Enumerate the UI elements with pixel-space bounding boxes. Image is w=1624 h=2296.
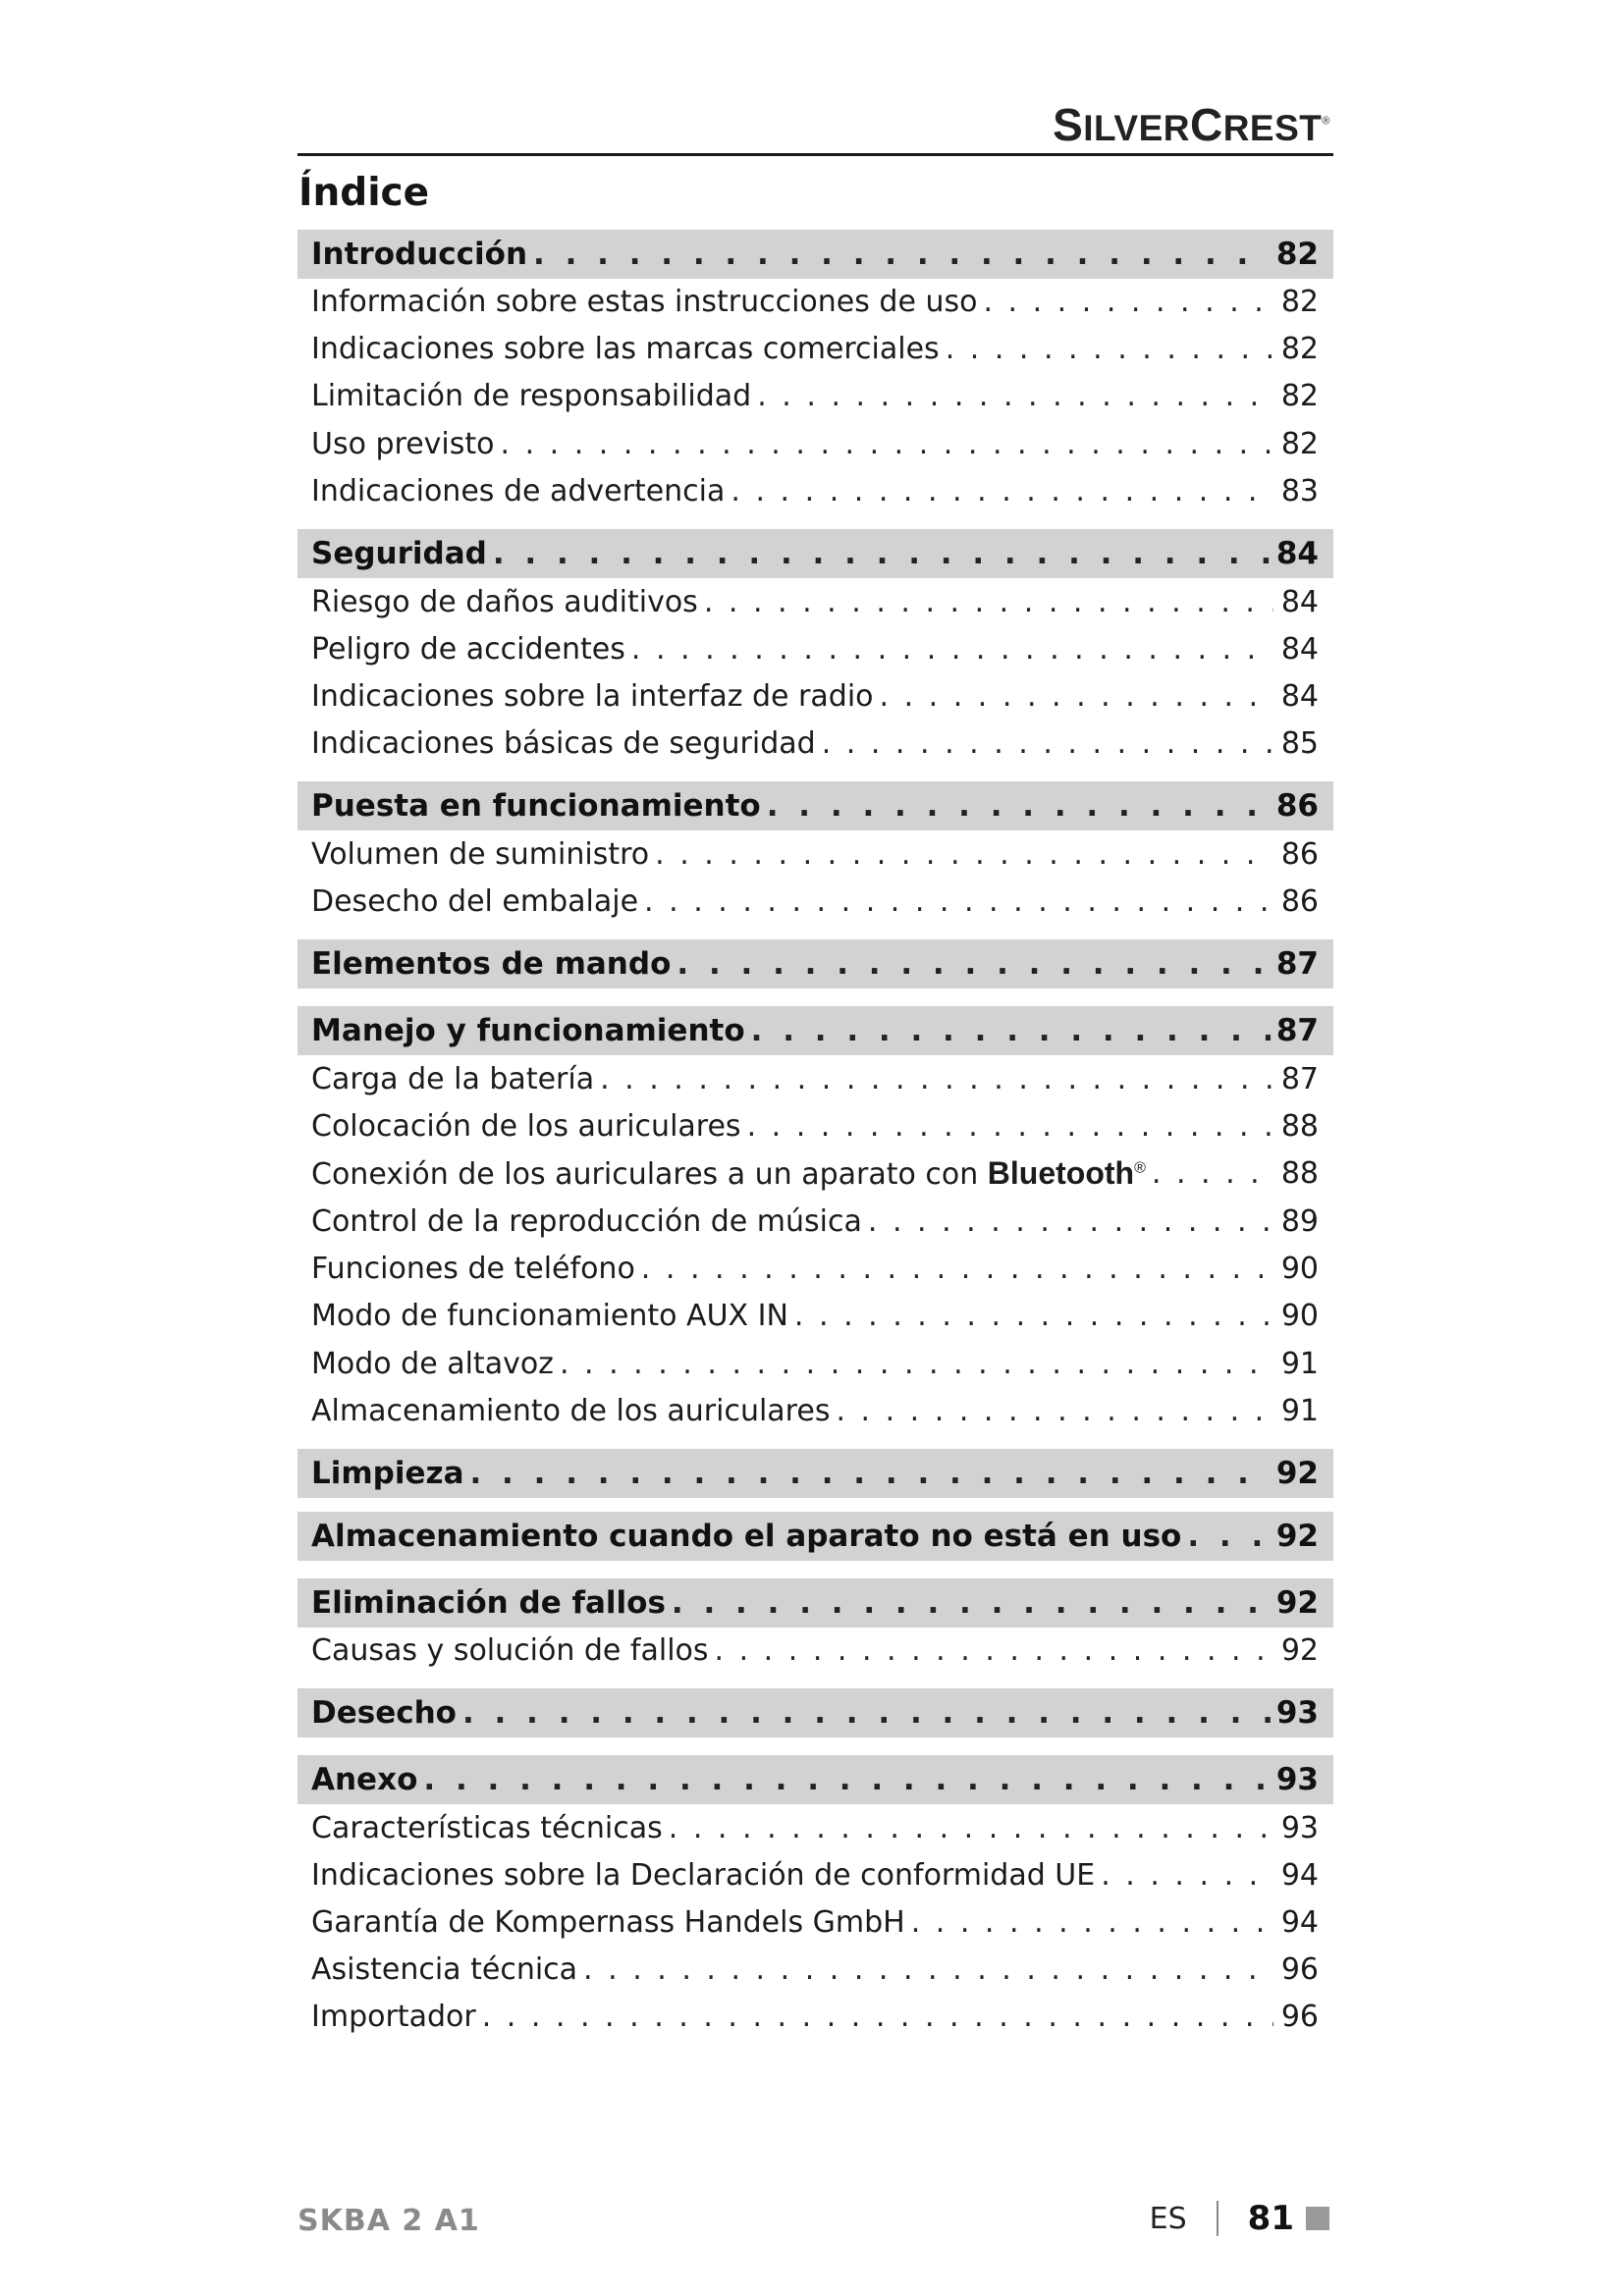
toc-page-number: 82: [1280, 331, 1319, 366]
toc-section[interactable]: [298, 1755, 1333, 1804]
toc-section[interactable]: [298, 1512, 1333, 1561]
toc-entry[interactable]: [298, 1245, 1333, 1292]
toc-entry[interactable]: [298, 720, 1333, 767]
toc-leader-dots: [794, 1299, 1273, 1333]
footer-language: ES: [1149, 2201, 1187, 2236]
toc-page-number: 92: [1280, 1632, 1319, 1668]
toc-leader-dots: [469, 1456, 1270, 1491]
toc-page-number: 96: [1280, 1951, 1319, 1987]
toc-page-number: 83: [1280, 473, 1319, 508]
toc-label: [311, 726, 816, 761]
toc-label-text: Funciones de teléfono: [311, 1251, 635, 1286]
toc-label: [311, 946, 671, 982]
toc-section[interactable]: [298, 1449, 1333, 1498]
toc-page-number: 86: [1275, 788, 1319, 824]
brand-logo: SILVERCREST®: [1053, 99, 1330, 150]
toc-label-text: Introducción: [311, 237, 528, 272]
toc-entry[interactable]: [298, 278, 1333, 325]
toc-leader-dots: [1152, 1156, 1273, 1191]
toc-leader-dots: [493, 536, 1271, 571]
toc-label-text: Anexo: [311, 1762, 418, 1797]
toc-label-text: Eliminación de fallos: [311, 1585, 666, 1621]
toc-page-number: 93: [1275, 1695, 1319, 1731]
toc-entry[interactable]: [298, 1292, 1333, 1339]
toc-leader-dots: [822, 726, 1273, 761]
toc-section[interactable]: [298, 1006, 1333, 1055]
bluetooth-brand: [988, 1155, 1146, 1191]
toc-label: [311, 1811, 663, 1845]
toc-entry[interactable]: [298, 1102, 1333, 1149]
toc-label-text: Información sobre estas instrucciones de uso: [311, 284, 978, 319]
toc-label: [311, 1394, 830, 1428]
toc-label: [311, 1109, 741, 1144]
toc-entry[interactable]: [298, 1055, 1333, 1102]
toc-leader-dots: [644, 884, 1273, 919]
toc-section[interactable]: [298, 1578, 1333, 1628]
toc-label-text: Carga de la batería: [311, 1061, 595, 1096]
toc-label: [311, 884, 638, 919]
toc-leader-dots: [533, 237, 1271, 272]
toc-entry[interactable]: [298, 878, 1333, 925]
toc-label: [311, 1252, 635, 1286]
toc-entry[interactable]: [298, 830, 1333, 878]
toc-entry[interactable]: [298, 1627, 1333, 1674]
toc-label-text: Uso previsto: [311, 426, 495, 461]
registered-mark: ®: [1134, 1158, 1146, 1176]
toc-leader-dots: [1101, 1858, 1273, 1893]
toc-page-number: 87: [1275, 946, 1319, 982]
toc-page-number: 93: [1275, 1762, 1319, 1797]
toc-label-text: Indicaciones sobre la interfaz de radio: [311, 678, 874, 714]
toc-entry[interactable]: [298, 1340, 1333, 1387]
toc-label: [311, 1952, 577, 1987]
toc-entry[interactable]: [298, 1198, 1333, 1245]
toc-label: [311, 1695, 457, 1731]
toc-section[interactable]: [298, 230, 1333, 279]
toc-section[interactable]: [298, 781, 1333, 830]
header-rule: [298, 153, 1333, 156]
toc-page-number: 96: [1280, 1999, 1319, 2034]
toc-leader-dots: [482, 2000, 1273, 2034]
toc-entry[interactable]: [298, 1993, 1333, 2040]
toc-label-text: Indicaciones sobre las marcas comerciales: [311, 331, 940, 366]
toc-label: [311, 536, 487, 571]
toc-entry[interactable]: [298, 1149, 1333, 1197]
toc-page-number: 88: [1280, 1155, 1319, 1191]
toc-section[interactable]: [298, 529, 1333, 578]
toc-label-text: Indicaciones básicas de seguridad: [311, 725, 816, 761]
toc-leader-dots: [704, 585, 1273, 619]
toc-leader-dots: [641, 1252, 1273, 1286]
toc-label-text: Asistencia técnica: [311, 1951, 578, 1987]
toc-page-number: 92: [1275, 1456, 1319, 1491]
toc-label-text: Volumen de suministro: [311, 836, 650, 872]
toc-label: [311, 837, 649, 872]
toc-leader-dots: [868, 1204, 1273, 1239]
toc-label-text: Control de la reproducción de música: [311, 1203, 862, 1239]
toc-page-number: 82: [1280, 378, 1319, 413]
toc-entry[interactable]: [298, 578, 1333, 625]
toc-leader-dots: [655, 837, 1273, 872]
toc-label-text: Elementos de mando: [311, 946, 672, 982]
toc-page-number: 82: [1280, 284, 1319, 319]
toc-entry[interactable]: [298, 420, 1333, 467]
toc-label-text: Causas y solución de fallos: [311, 1632, 709, 1668]
toc-label: [311, 585, 698, 619]
toc-leader-dots: [731, 474, 1273, 508]
toc-leader-dots: [672, 1585, 1271, 1621]
toc-leader-dots: [946, 332, 1273, 366]
toc-label-text: Manejo y funcionamiento: [311, 1013, 745, 1048]
toc-page-number: 89: [1280, 1203, 1319, 1239]
toc-page-number: 91: [1280, 1393, 1319, 1428]
footer-square-icon: [1306, 2207, 1329, 2230]
toc-entry[interactable]: [298, 672, 1333, 720]
toc-label-text: Desecho del embalaje: [311, 883, 639, 919]
toc-leader-dots: [669, 1811, 1273, 1845]
toc-leader-dots: [751, 1013, 1271, 1048]
toc-label-text: Limpieza: [311, 1456, 464, 1491]
toc-label: [311, 679, 874, 714]
toc-label: [311, 237, 527, 272]
toc-leader-dots: [757, 379, 1273, 413]
toc-label: [311, 632, 625, 667]
toc-page-number: 90: [1280, 1251, 1319, 1286]
toc-label-text: Desecho: [311, 1695, 457, 1731]
toc-label-text: Limitación de responsabilidad: [311, 378, 752, 413]
toc-page-number: 84: [1280, 584, 1319, 619]
toc-page-number: 82: [1275, 237, 1319, 272]
toc-page-number: 87: [1275, 1013, 1319, 1048]
toc-entry[interactable]: [298, 1898, 1333, 1946]
toc-entry[interactable]: [298, 1851, 1333, 1898]
toc-leader-dots: [501, 427, 1274, 461]
toc-label: [311, 2000, 476, 2034]
toc-page-number: 87: [1280, 1061, 1319, 1096]
toc-leader-dots: [983, 285, 1273, 319]
toc-label-text: Modo de altavoz: [311, 1346, 554, 1381]
toc-page-number: 85: [1280, 725, 1319, 761]
toc-label-text: Almacenamiento de los auriculares: [311, 1393, 831, 1428]
toc-page-number: 84: [1275, 536, 1319, 571]
toc-label: [311, 1585, 666, 1621]
toc-leader-dots: [836, 1394, 1273, 1428]
toc-leader-dots: [560, 1347, 1273, 1381]
toc-page-number: 94: [1280, 1857, 1319, 1893]
toc-leader-dots: [677, 946, 1270, 982]
toc-label: [311, 788, 761, 824]
footer-page-number: 81: [1247, 2199, 1294, 2238]
toc-page-number: 94: [1280, 1904, 1319, 1940]
toc-label: [311, 285, 977, 319]
page-title: Índice: [298, 171, 430, 215]
toc-leader-dots: [715, 1633, 1273, 1668]
toc-label-text: Indicaciones sobre la Declaración de conformidad UE: [311, 1857, 1096, 1893]
footer-page-info: [1150, 2199, 1329, 2238]
toc-leader-dots: [600, 1062, 1273, 1096]
toc-label: [311, 1519, 1181, 1554]
toc-entry[interactable]: [298, 325, 1333, 372]
toc-label: [311, 1905, 905, 1940]
toc-label: [311, 1155, 1146, 1192]
toc-label: [311, 1762, 417, 1797]
toc-entry[interactable]: [298, 467, 1333, 514]
toc-label: [311, 1299, 788, 1333]
toc-page-number: 92: [1275, 1585, 1319, 1621]
toc-section[interactable]: [298, 939, 1333, 988]
toc-page-number: 91: [1280, 1346, 1319, 1381]
toc-leader-dots: [583, 1952, 1273, 1987]
toc-leader-dots: [880, 679, 1273, 714]
toc-entry[interactable]: [298, 1804, 1333, 1851]
toc-label: [311, 379, 751, 413]
toc-page-number: 86: [1280, 883, 1319, 919]
toc-label: [311, 1633, 709, 1668]
toc-page-number: 86: [1280, 836, 1319, 872]
toc-leader-dots: [747, 1109, 1273, 1144]
toc-page-number: 93: [1280, 1810, 1319, 1845]
toc-label-text: Importador: [311, 1999, 476, 2034]
toc-label-text: Indicaciones de advertencia: [311, 473, 726, 508]
toc-leader-dots: [1187, 1519, 1271, 1554]
toc-label: [311, 474, 725, 508]
toc-page-number: 92: [1275, 1519, 1319, 1554]
toc-label-text: Colocación de los auriculares: [311, 1108, 741, 1144]
toc-label-text: Modo de funcionamiento AUX IN: [311, 1298, 788, 1333]
bluetooth-text: Bluetooth: [987, 1154, 1135, 1191]
toc-page-number: 84: [1280, 678, 1319, 714]
toc-page-number: 84: [1280, 631, 1319, 667]
toc-entry[interactable]: [298, 1387, 1333, 1434]
toc-page-number: 88: [1280, 1108, 1319, 1144]
toc-entry[interactable]: [298, 1946, 1333, 1993]
toc-label: [311, 1204, 862, 1239]
toc-label: [311, 1347, 554, 1381]
toc-section[interactable]: [298, 1688, 1333, 1737]
toc-leader-dots: [631, 632, 1273, 667]
footer-divider: [1217, 2201, 1218, 2236]
toc-label-text: Peligro de accidentes: [311, 631, 625, 667]
footer-model: SKBA 2 A1: [298, 2204, 480, 2238]
toc-leader-dots: [462, 1695, 1271, 1731]
toc-label: [311, 1062, 594, 1096]
toc-leader-dots: [423, 1762, 1270, 1797]
toc-label: [311, 1858, 1095, 1893]
toc-entry[interactable]: [298, 372, 1333, 419]
toc-label: [311, 332, 940, 366]
toc-label: [311, 1013, 745, 1048]
toc-label-text: Características técnicas: [311, 1810, 663, 1845]
toc-leader-dots: [767, 788, 1271, 824]
toc-label-text: Puesta en funcionamiento: [311, 788, 761, 824]
toc-page-number: 82: [1280, 426, 1319, 461]
toc-entry[interactable]: [298, 625, 1333, 672]
toc-label-text: Garantía de Kompernass Handels GmbH: [311, 1904, 905, 1940]
toc-page-number: 90: [1280, 1298, 1319, 1333]
toc-label-text: Riesgo de daños auditivos: [311, 584, 698, 619]
toc-label: [311, 1456, 463, 1491]
toc-label: [311, 427, 495, 461]
toc-label-text: Seguridad: [311, 536, 487, 571]
toc-leader-dots: [911, 1905, 1273, 1940]
toc-label-text: Conexión de los auriculares a un aparato con: [311, 1156, 979, 1192]
toc-label-text: Almacenamiento cuando el aparato no está en uso: [311, 1519, 1182, 1554]
